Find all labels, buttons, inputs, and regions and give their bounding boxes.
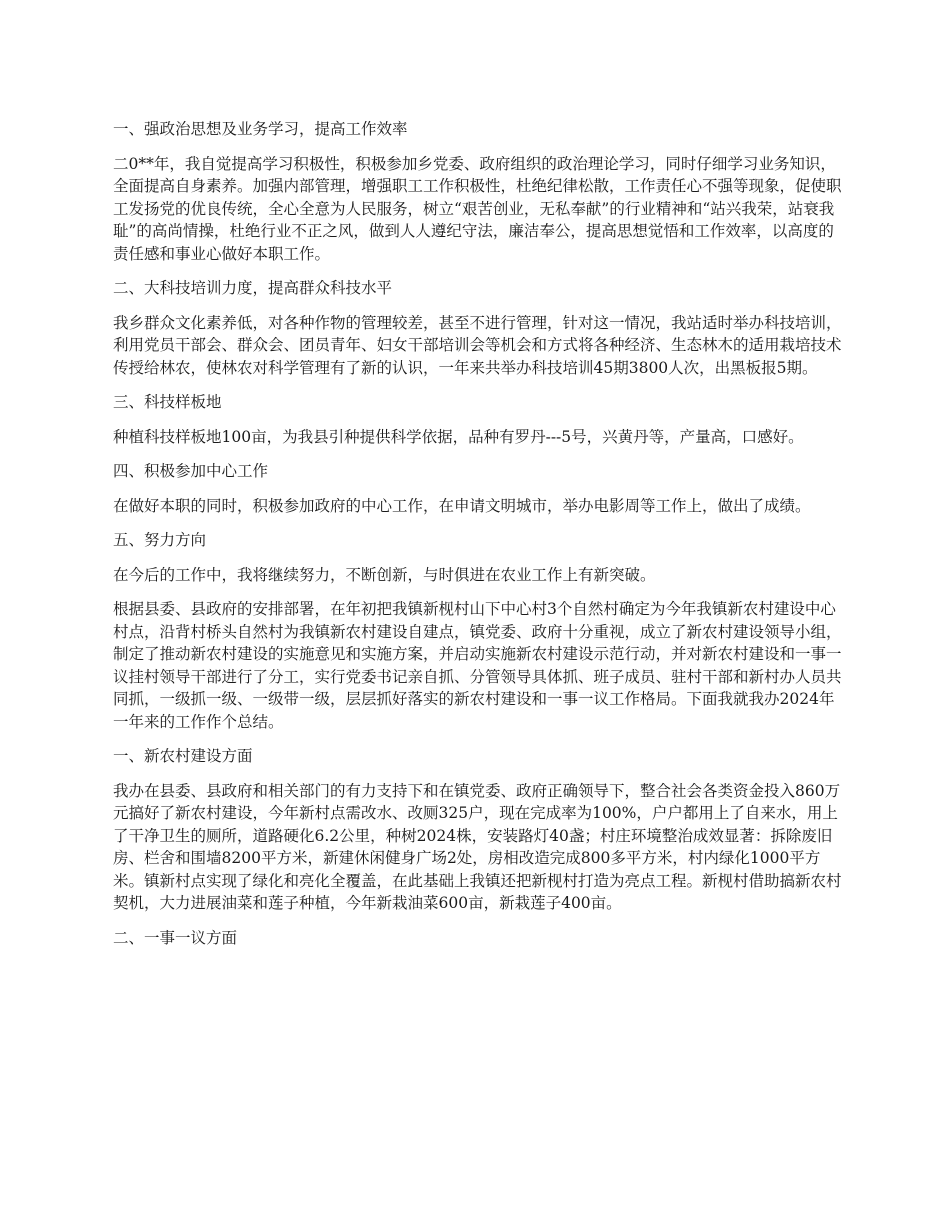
paragraph: 二0**年，我自觉提高学习积极性，积极参加乡党委、政府组织的政治理论学习，同时仔细学习业务知识，全面提高自身素养。加强内部管理，增强职工工作积极性，杜绝纪律松散，工作责任心不强等现象，促使职工发扬党的优良传统，全心全意为人民服务，树立“艰苦创业，无私奉献”的行业精神和“站兴我荣，站衰我耻”的高尚情操，杜绝行业不正之风，做到人人遵纪守法，廉洁奉公，提高思想觉悟和工作效率，以高度的责任感和事业心做好本职工作。 xyxy=(113,154,842,263)
section-heading: 四、积极参加中心工作 xyxy=(113,462,269,480)
section-heading: 一、强政治思想及业务学习，提高工作效率 xyxy=(113,120,408,138)
paragraph: 根据县委、县政府的安排部署，在年初把我镇新枧村山下中心村3个自然村确定为今年我镇新农村建设中心村点，沿背村桥头自然村为我镇新农村建设自建点，镇党委、政府十分重视，成立了新农村建设领导小组，制定了推动新农村建设的实施意见和实施方案，并启动实施新农村建设示范行动，并对新农村建设和一事一议挂村领导干部进行了分工，实行党委书记亲自抓、分管领导具体抓、班子成员、驻村干部和新村办人员共同抓，一级抓一级、一级带一级，层层抓好落实的新农村建设和一事一议工作格局。下面我就我办2024年一年来的工作作个总结。 xyxy=(113,600,842,731)
section-heading: 二、一事一议方面 xyxy=(113,928,238,947)
document-body xyxy=(113,118,843,961)
paragraph: 在今后的工作中，我将继续努力，不断创新，与时俱进在农业工作上有新突破。 xyxy=(113,565,656,584)
section-heading: 三、科技样板地 xyxy=(113,393,222,411)
section-heading: 五、努力方向 xyxy=(113,531,207,549)
section-heading: 一、新农村建设方面 xyxy=(113,747,253,765)
paragraph: 种植科技样板地100亩，为我县引种提供科学依据，品种有罗丹---5号，兴黄丹等，产量高，口感好。 xyxy=(113,427,804,446)
paragraph: 我乡群众文化素养低，对各种作物的管理较差，甚至不进行管理，针对这一情况，我站适时举办科技培训，利用党员干部会、群众会、团员青年、妇女干部培训会等机会和方式将各种经济、生态林木的适用栽培技术传授给林农，使林农对科学管理有了新的认识，一年来共举办科技培训45期3800人次，出黑板报5期。 xyxy=(113,313,842,377)
paragraph: 我办在县委、县政府和相关部门的有力支持下和在镇党委、政府正确领导下，整合社会各类资金投入860万元搞好了新农村建设，今年新村点需改水、改厕325户，现在完成率为100%，户户都用上了自来水，用上了干净卫生的厕所，道路硬化6.2公里，种树2024株，安装路灯40盏；村庄环境整治成效显著：拆除废旧房、栏舍和围墙8200平方米，新建休闲健身广场2处，房相改造完成800多平方米，村内绿化1000平方米。镇新村点实现了绿化和亮化全覆盖，在此基础上我镇还把新枧村打造为亮点工程。新枧村借助搞新农村契机，大力进展油菜和莲子种植，今年新栽油菜600亩，新栽莲子400亩。 xyxy=(113,781,842,912)
paragraph: 在做好本职的同时，积极参加政府的中心工作，在申请文明城市，举办电影周等工作上，做出了成绩。 xyxy=(113,496,811,515)
section-heading: 二、大科技培训力度，提高群众科技水平 xyxy=(113,279,393,297)
